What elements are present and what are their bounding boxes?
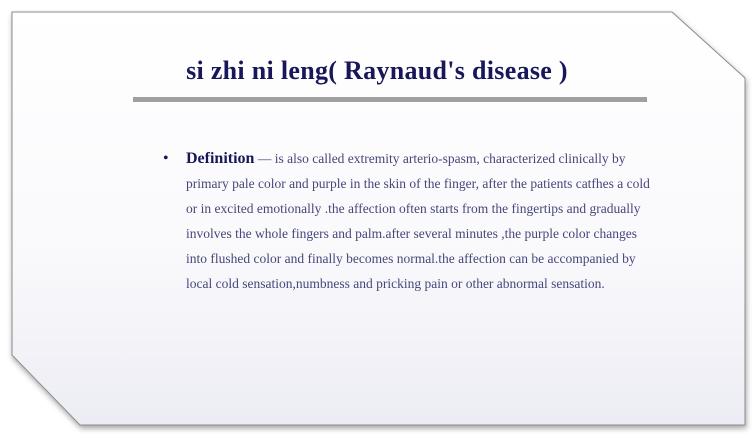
definition-text: — is also called extremity arterio-spasm, characterized clinically by primary pale color and purple in the skin of the finger, after the patients catfhes a cold or in excited emotionally .the affection often starts from the fingertips and gradually involves the whole fingers and palm.after several minutes ,the purple color changes into flushed color and finally becomes normal.the affection can be accompanied by local cold sensation,numbness and pricking pain or other abnormal sensation.	[186, 151, 650, 291]
title-divider	[133, 97, 647, 102]
slide-title: si zhi ni leng( Raynaud's disease )	[186, 56, 568, 85]
bullet-icon: •	[163, 150, 169, 167]
definition-term: Definition	[186, 150, 255, 167]
definition-paragraph	[186, 146, 653, 296]
definition-block	[163, 146, 653, 296]
